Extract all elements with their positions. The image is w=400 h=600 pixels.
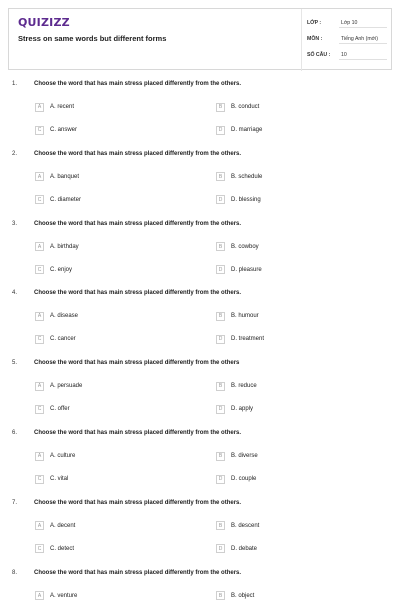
- header-divider: [301, 9, 302, 71]
- option-label: A. birthday: [50, 243, 79, 250]
- answer-option[interactable]: [216, 125, 262, 135]
- question-5: [0, 360, 400, 420]
- option-checkbox[interactable]: A: [35, 521, 44, 530]
- option-label: B. humour: [231, 313, 259, 320]
- option-checkbox[interactable]: A: [35, 103, 44, 112]
- answer-option[interactable]: [216, 102, 259, 112]
- answer-option[interactable]: [35, 195, 81, 205]
- option-checkbox[interactable]: B: [216, 242, 225, 251]
- option-label: B. diverse: [231, 453, 258, 459]
- answer-option[interactable]: [216, 172, 262, 182]
- question-text: Choose the word that has main stress placed differently from the others.: [34, 430, 242, 436]
- option-label: A. disease: [50, 313, 79, 320]
- question-text: Choose the word that has main stress placed differently from the others.: [34, 150, 242, 157]
- question-number: 3.: [12, 220, 18, 227]
- option-label: C. enjoy: [50, 266, 73, 273]
- question-number: 4.: [12, 290, 18, 297]
- question-number: 1.: [12, 81, 18, 87]
- question-text: Choose the word that has main stress placed differently from the others.: [34, 499, 242, 506]
- question-number: 6.: [12, 430, 18, 436]
- option-checkbox[interactable]: C: [35, 544, 44, 553]
- answer-option[interactable]: [216, 451, 258, 461]
- question-text: Choose the word that has main stress placed differently from the others: [34, 360, 240, 367]
- meta-value: Lớp 10: [339, 18, 387, 28]
- answer-option[interactable]: [216, 265, 262, 275]
- option-label: C. cancer: [50, 336, 76, 343]
- option-label: A. banquet: [50, 173, 80, 180]
- option-checkbox[interactable]: C: [35, 335, 44, 344]
- option-checkbox[interactable]: B: [216, 312, 225, 321]
- option-checkbox[interactable]: B: [216, 452, 225, 461]
- option-checkbox[interactable]: B: [216, 591, 225, 600]
- option-label: C. diameter: [50, 196, 82, 203]
- answer-option[interactable]: [35, 334, 76, 344]
- worksheet-meta: [307, 17, 387, 65]
- meta-row-class: [307, 17, 387, 28]
- option-checkbox[interactable]: B: [216, 521, 225, 530]
- answer-option[interactable]: [216, 474, 256, 484]
- question-number: 2.: [12, 150, 18, 157]
- option-label: D. debate: [231, 545, 258, 552]
- answer-option[interactable]: [35, 381, 82, 391]
- question-7: [0, 500, 400, 560]
- option-checkbox[interactable]: D: [216, 195, 225, 204]
- option-label: D. marriage: [231, 127, 263, 133]
- option-checkbox[interactable]: A: [35, 591, 44, 600]
- option-checkbox[interactable]: D: [216, 265, 225, 274]
- option-label: D. pleasure: [231, 266, 262, 273]
- question-text: Choose the word that has main stress placed differently from the others.: [34, 290, 242, 297]
- answer-option[interactable]: [216, 242, 259, 252]
- question-2: [0, 151, 400, 211]
- question-number: 8.: [12, 569, 18, 576]
- question-1: [0, 81, 400, 141]
- option-label: C. detect: [50, 545, 75, 552]
- option-checkbox[interactable]: C: [35, 265, 44, 274]
- answer-option[interactable]: [35, 521, 75, 531]
- answer-option[interactable]: [35, 404, 70, 414]
- answer-option[interactable]: [216, 544, 257, 554]
- option-checkbox[interactable]: C: [35, 405, 44, 414]
- option-checkbox[interactable]: A: [35, 452, 44, 461]
- answer-option[interactable]: [35, 544, 74, 554]
- option-checkbox[interactable]: A: [35, 242, 44, 251]
- question-3: [0, 221, 400, 281]
- option-label: B. reduce: [231, 383, 257, 390]
- meta-label: SỐ CÂU :: [307, 51, 331, 58]
- option-checkbox[interactable]: B: [216, 172, 225, 181]
- option-checkbox[interactable]: A: [35, 172, 44, 181]
- option-checkbox[interactable]: B: [216, 103, 225, 112]
- answer-option[interactable]: [216, 521, 259, 531]
- option-label: C. offer: [50, 406, 70, 413]
- answer-option[interactable]: [35, 242, 79, 252]
- option-label: B. schedule: [231, 173, 263, 180]
- option-checkbox[interactable]: D: [216, 475, 225, 484]
- meta-value: Tiếng Anh (mới): [339, 34, 387, 44]
- answer-option[interactable]: [35, 451, 75, 461]
- answer-option[interactable]: [35, 102, 74, 112]
- option-label: A. decent: [50, 522, 76, 529]
- option-label: B. cowboy: [231, 243, 259, 250]
- answer-option[interactable]: [35, 125, 77, 135]
- option-label: C. answer: [50, 127, 78, 133]
- option-label: A. venture: [50, 592, 78, 599]
- answer-option[interactable]: [35, 172, 79, 182]
- option-label: D. blessing: [231, 196, 261, 203]
- worksheet-title: Stress on same words but different forms: [18, 34, 167, 43]
- quizizz-logo: QUIZIZZ: [18, 16, 70, 29]
- option-label: C. vital: [50, 476, 69, 482]
- option-checkbox[interactable]: A: [35, 312, 44, 321]
- meta-value: 10: [339, 50, 387, 60]
- answer-option[interactable]: [35, 311, 78, 321]
- question-text: Choose the word that has main stress placed differently from the others.: [34, 569, 242, 576]
- question-6: [0, 430, 400, 490]
- option-label: B. conduct: [231, 104, 260, 110]
- question-text: Choose the word that has main stress placed differently from the others.: [34, 81, 242, 87]
- option-label: B. descent: [231, 522, 260, 529]
- question-number: 7.: [12, 499, 18, 506]
- question-4: [0, 290, 400, 350]
- answer-option[interactable]: [35, 474, 68, 484]
- question-text: Choose the word that has main stress placed differently from the others.: [34, 220, 242, 227]
- option-checkbox[interactable]: D: [216, 335, 225, 344]
- answer-option[interactable]: [216, 334, 264, 344]
- answer-option[interactable]: [216, 591, 254, 600]
- answer-option[interactable]: [35, 265, 72, 275]
- option-label: D. treatment: [231, 336, 265, 343]
- answer-option[interactable]: [216, 381, 257, 391]
- option-checkbox[interactable]: D: [216, 405, 225, 414]
- option-checkbox[interactable]: D: [216, 544, 225, 553]
- meta-label: MÔN :: [307, 35, 323, 42]
- answer-option[interactable]: [216, 195, 261, 205]
- meta-row-count: [307, 49, 387, 60]
- meta-row-subject: [307, 33, 387, 44]
- option-label: D. apply: [231, 406, 254, 413]
- option-checkbox[interactable]: C: [35, 475, 44, 484]
- option-label: D. couple: [231, 476, 257, 482]
- answer-option[interactable]: [216, 404, 253, 414]
- option-checkbox[interactable]: C: [35, 126, 44, 135]
- option-label: B. object: [231, 592, 255, 599]
- option-checkbox[interactable]: B: [216, 382, 225, 391]
- option-checkbox[interactable]: A: [35, 382, 44, 391]
- option-checkbox[interactable]: C: [35, 195, 44, 204]
- meta-label: LỚP :: [307, 19, 322, 26]
- option-label: A. recent: [50, 104, 75, 110]
- question-8: [0, 570, 400, 600]
- option-label: A. culture: [50, 453, 76, 459]
- worksheet-header: [8, 8, 392, 70]
- question-number: 5.: [12, 360, 18, 367]
- option-label: A. persuade: [50, 383, 83, 390]
- option-checkbox[interactable]: D: [216, 126, 225, 135]
- answer-option[interactable]: [35, 591, 77, 600]
- answer-option[interactable]: [216, 311, 259, 321]
